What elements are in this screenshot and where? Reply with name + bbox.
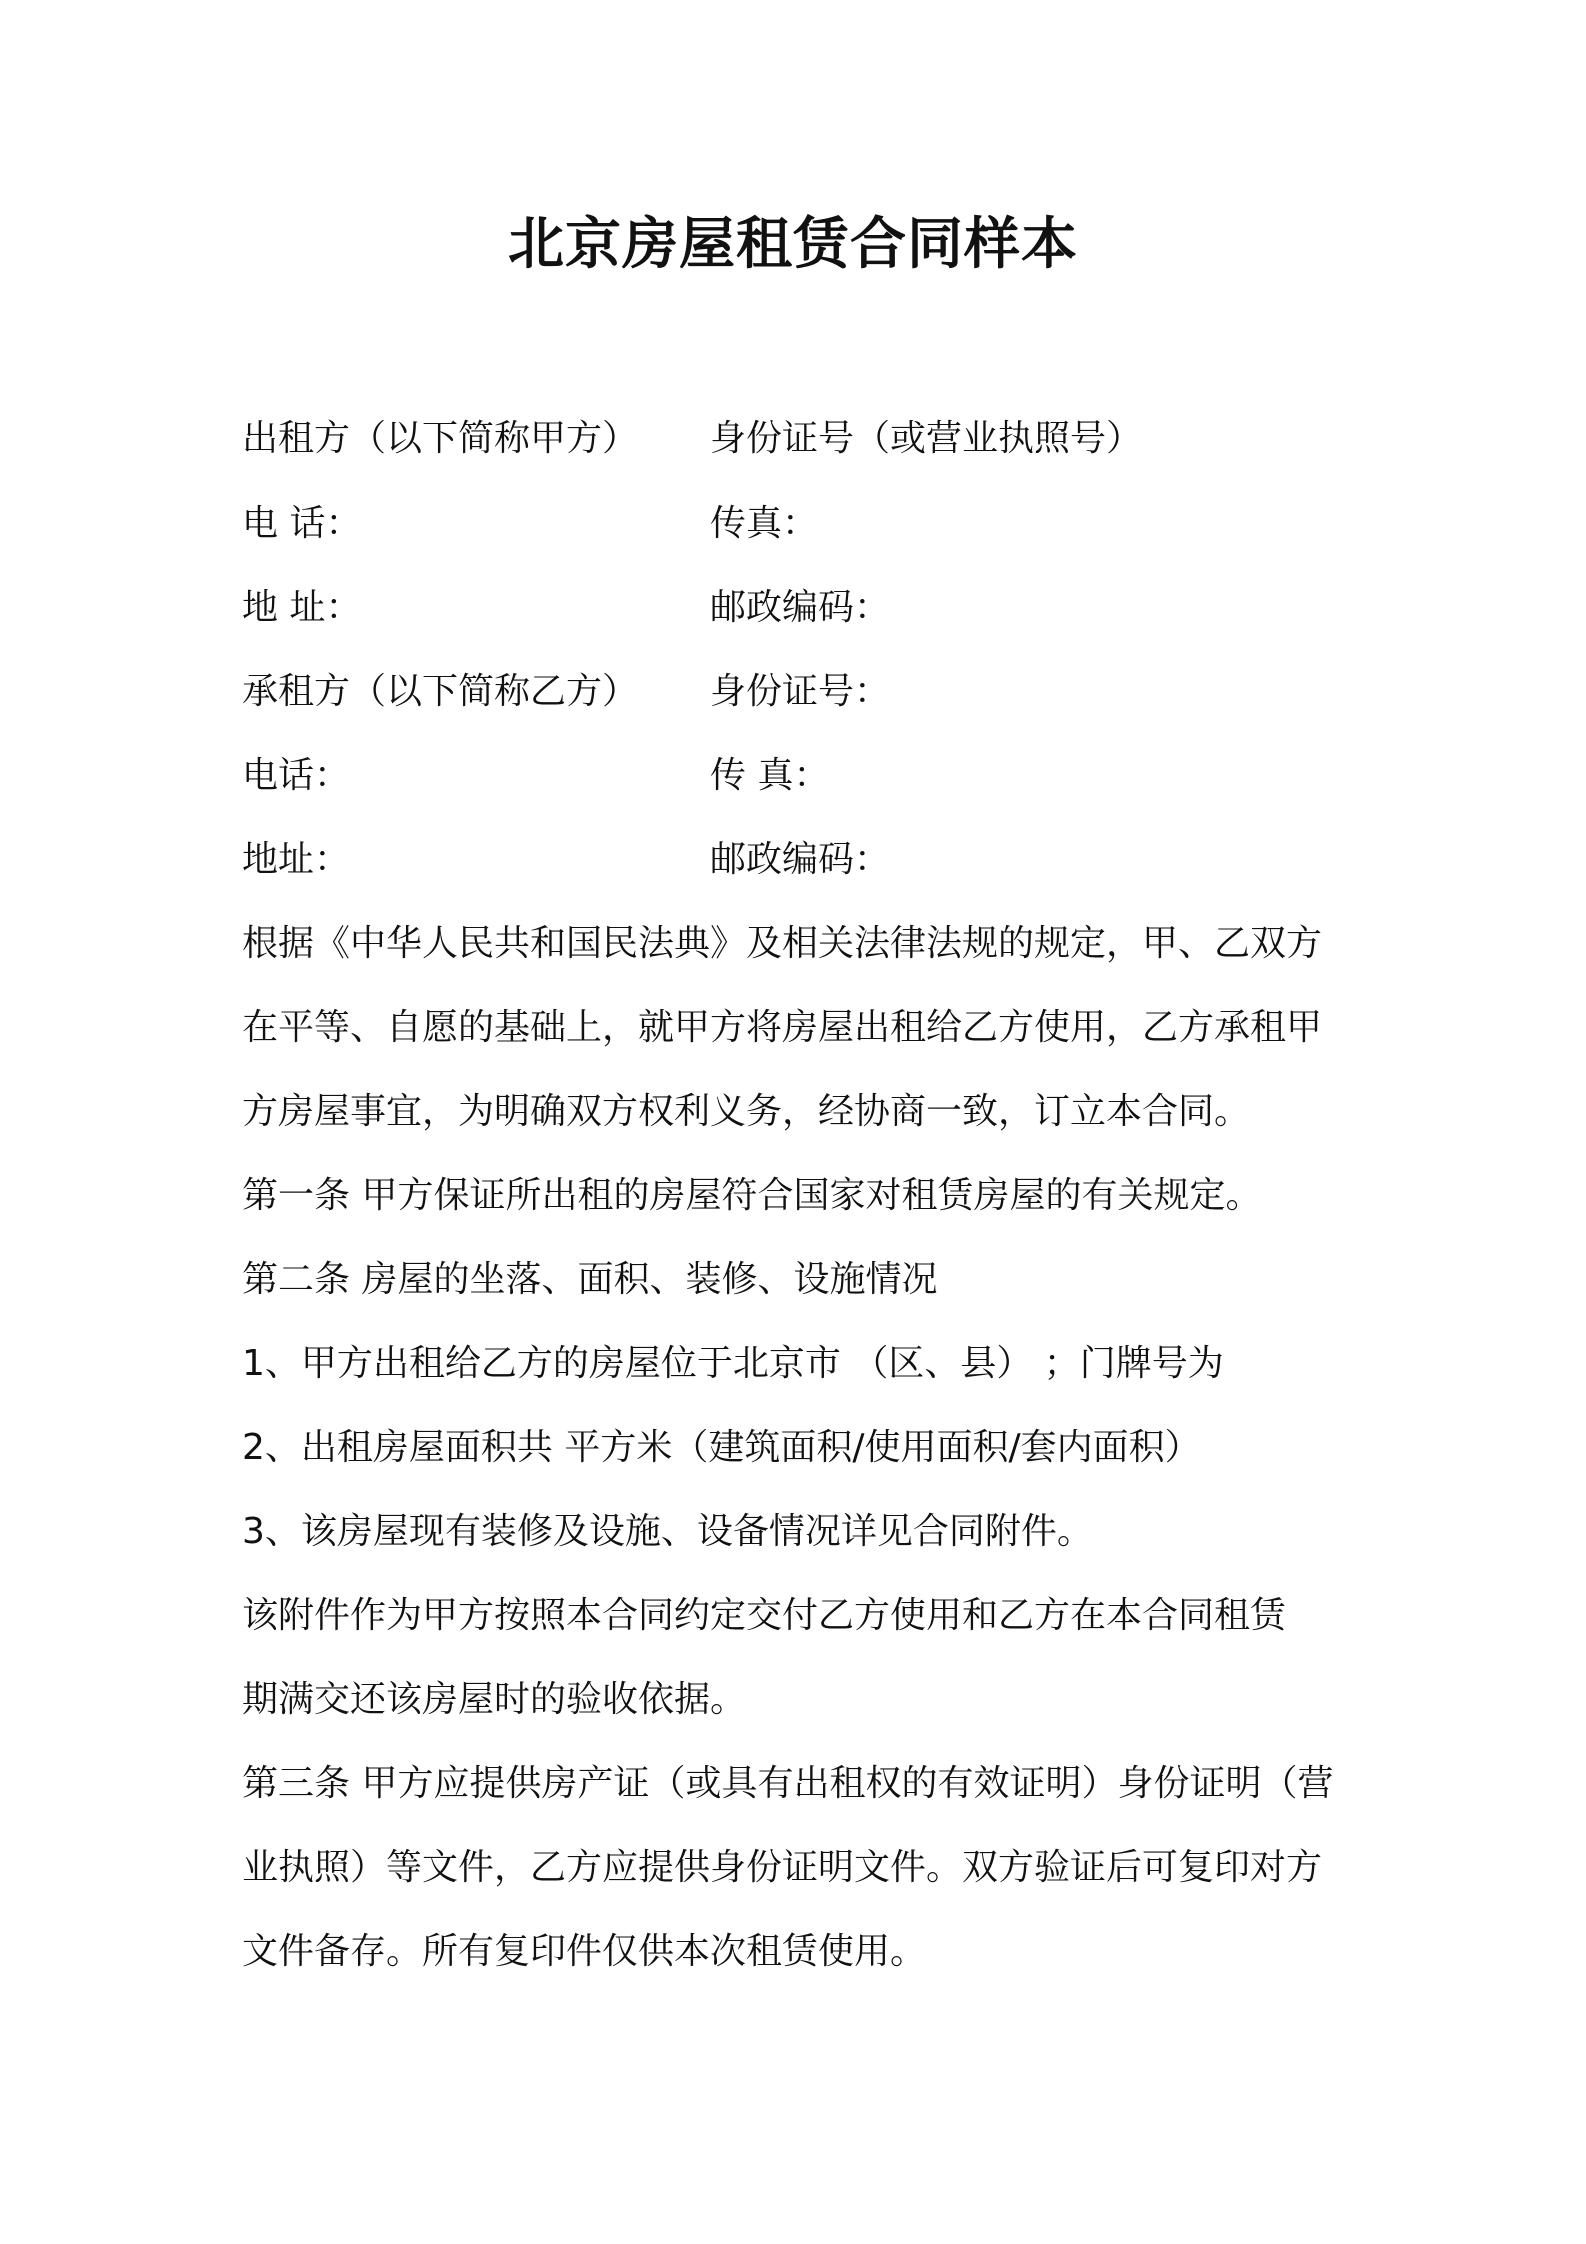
body-line: 在平等、自愿的基础上，就甲方将房屋出租给乙方使用，乙方承租甲 [242, 1007, 1323, 1048]
party-b-postcode-label: 邮政编码： [710, 839, 891, 880]
party-a-id-label: 身份证号（或营业执照号） [710, 418, 1143, 459]
party-b-fax-label: 传 真： [710, 755, 830, 796]
party-b-label: 承租方（以下简称乙方） [242, 671, 639, 712]
party-a-postcode-label: 邮政编码： [710, 587, 891, 628]
body-line: 方房屋事宜，为明确双方权利义务，经协商一致，订立本合同。 [242, 1091, 1251, 1132]
party-b-id-label: 身份证号： [710, 671, 891, 712]
body-line: 根据《中华人民共和国民法典》及相关法律法规的规定，甲、乙双方 [242, 923, 1323, 964]
body-line: 该附件作为甲方按照本合同约定交付乙方使用和乙方在本合同租赁 [242, 1595, 1287, 1636]
party-a-label: 出租方（以下简称甲方） [242, 418, 639, 459]
body-line: 期满交还该房屋时的验收依据。 [242, 1679, 747, 1720]
article-two-item-2: 2、出租房屋面积共 平方米（建筑面积/使用面积/套内面积） [242, 1427, 1201, 1468]
body-line: 文件备存。所有复印件仅供本次租赁使用。 [242, 1931, 927, 1972]
article-one: 第一条 甲方保证所出租的房屋符合国家对租赁房屋的有关规定。 [242, 1175, 1262, 1216]
party-a-address-label: 地 址： [242, 587, 362, 628]
document-title: 北京房屋租赁合同样本 [508, 212, 1078, 277]
party-b-phone-label: 电话： [242, 755, 351, 796]
article-two-item-1: 1、甲方出租给乙方的房屋位于北京市 （区、县） ；门牌号为 [242, 1343, 1224, 1384]
body-line: 业执照）等文件，乙方应提供身份证明文件。双方验证后可复印对方 [242, 1847, 1323, 1888]
party-a-phone-label: 电 话： [242, 503, 362, 544]
article-three: 第三条 甲方应提供房产证（或具有出租权的有效证明）身份证明（营 [242, 1763, 1334, 1804]
article-two-item-3: 3、该房屋现有装修及设施、设备情况详见合同附件。 [242, 1511, 1093, 1552]
party-a-fax-label: 传真： [710, 503, 819, 544]
article-two-heading: 第二条 房屋的坐落、面积、装修、设施情况 [242, 1259, 938, 1300]
party-b-address-label: 地址： [242, 839, 351, 880]
